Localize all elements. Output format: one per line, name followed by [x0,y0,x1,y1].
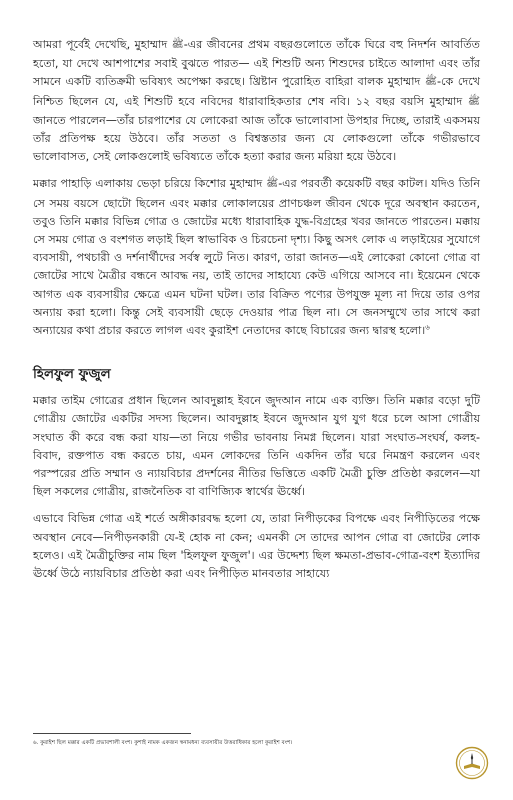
paragraph-2-part-1: মক্কার পাহাড়ি এলাকায় ভেড়া চরিয়ে কিশোর মুহাম্মাদ [33,177,267,191]
page-body [33,36,480,592]
section-heading: হিলফুল ফুজুল [33,366,111,383]
paragraph-2-part-2: -এর পরবর্তী কয়েকটি বছর কাটল। যদিও তিনি সে সময় বয়সে ছোটো ছিলেন এবং মক্কার লোকালয়ের প্রাণচঞ্চল জীবন থেকে দূরে অবস্থান করতেন, তবুও তিনি মক্কার বিভিন্ন গোত্র ও জোটের মধ্যে ধারাবাহিক যুদ্ধ-বিগ্রহের খবর জানতে পারতেন। মক্কায় সে সময় গোত্র ও বংশগত লড়াই ছিল স্বাভাবিক ও চিরচেনা দৃশ্য। কিছু অসৎ লোক এ লড়াইয়ের সুযোগে ব্যবসায়ী, পথচারী ও দর্শনার্থীদের সর্বস্ব লুটে নিত। কারণ, তারা জানত—এই লোকেরা কোনো গোত্র বা জোটের সাথে মৈত্রীর বন্ধনে আবদ্ধ নয়, তাই তাদের সাহায্যে কেউ এগিয়ে আসবে না। ইয়েমেন থেকে আগত এক ব্যবসায়ীর ক্ষেত্রে এমন ঘটনা ঘটল। তার বিক্রিত পণ্যের উপযুক্ত মূল্য না দিয়ে তার ওপর অন্যায় করা হলো। কিন্তু সেই ব্যবসায়ী ছেড়ে দেওয়ার পাত্র ছিল না। সে জনসম্মুখে তার সাথে করা অন্যায়ের কথা প্রচার করতে লাগল এবং কুরাইশ নেতাদের কাছে বিচারের জন্য দ্বারস্থ হলো। [33,177,480,338]
footnote-divider [33,733,191,734]
paragraph-1-part-1: আমরা পূর্বেই দেখেছি, মুহাম্মাদ [33,38,172,51]
paragraph-3: মক্কার তাইম গোত্রের প্রধান ছিলেন আবদুল্লাহ ইবনে জুদআন নামে এক ব্যক্তি। তিনি মক্কার বড়ো দুটি গোত্রীয় জোটের একটির সদস্য ছিলেন। আবদুল্লাহ ইবনে জুদআন যুগ যুগ ধরে চলে আসা গোত্রীয় সংঘাত কী করে বন্ধ করা যায়—তা নিয়ে গভীর ভাবনায় নিমগ্ন ছিলেন। যারা সংঘাত-সংঘর্ষ, কলহ-বিবাদ, রক্তপাত বন্ধ করতে চায়, এমন লোকদের তিনি একদিন তাঁর ঘরে নিমন্ত্রণ করলেন এবং পরস্পরের প্রতি সম্মান ও ন্যায়বিচার প্রদর্শনের নীতির ভিত্তিতে একটি মৈত্রী চুক্তি প্রতিষ্ঠা করলেন—যা ছিল সকলের গোত্রীয়, রাজনৈতিক বা বাণিজ্যিক স্বার্থের ঊর্ধ্বে। [33,394,480,499]
paragraph-1 [33,36,480,166]
salawat-glyph: ﷺ [424,76,437,88]
paragraph-1-part-2: -এর জীবনের প্রথম বছরগুলোতে তাঁকে ঘিরে বহু নিদর্শন আবর্তিত হতো, যা দেখে আশপাশের সবাই বুঝতে পারত— এই শিশুটি অন্য শিশুদের চাইতে আলাদা এবং তাঁর সামনে একটি ব্যতিক্রমী ভবিষ্যৎ অপেক্ষা করছে। খ্রিষ্টান পুরোহিত বাহিরা বালক মুহাম্মাদ [33,38,480,89]
paragraph-4: এভাবে বিভিন্ন গোত্র এই শর্তে অঙ্গীকারবদ্ধ হলো যে, তারা নিপীড়কের বিপক্ষে এবং নিপীড়িতের পক্ষে অবস্থান নেবে—নিপীড়নকারী যে-ই হোক না কেন; এমনকী সে তাদের আপন গোত্র বা জোটের লোক হলেও। এই মৈত্রীচুক্তির নাম ছিল 'হিলফুল ফুজুল'। এর উদ্দেশ্য ছিল ক্ষমতা-প্রভাব-গোত্র-বংশ ইত্যাদির ঊর্ধ্বে উঠে ন্যায়বিচার প্রতিষ্ঠা করা এবং নিপীড়িত মানবতার সাহায্যে [33,512,480,581]
paragraph-1-part-4: জানতে পারলেন—তাঁর চারপাশের যে লোকেরা আজ তাঁকে ভালোবাসা উপহার দিচ্ছে, তারাই একসময় তাঁর প্রতিপক্ষ হয়ে উঠবে। তাঁর সততা ও বিশ্বস্ততার জন্য যে লোকগুলো তাঁকে গভীরভাবে ভালোবাসত, সেই লোকগুলোই ভবিষ্যতে তাঁকে হত্যা করার জন্য মরিয়া হয়ে উঠবে। [33,113,480,164]
salawat-glyph: ﷺ [467,95,480,107]
paragraph-1-part-3: -কে দেখে নিশ্চিত ছিলেন যে, এই শিশুটি হবে নবিদের ধারাবাহিকতার শেষ নবি। ১২ বছর বয়সি মুহাম্মাদ [33,75,481,108]
publisher-emblem-icon [455,746,489,780]
paragraph-2 [33,175,480,340]
footnote-text: ৬. কুরাইশ ছিল মক্কার একটি প্রভাবশালী বংশ। কুশাই নামক একজন স্বনামধন্য ব্যবসায়ীর উত্তরাধিকার হলো কুরাইশ বংশ। [33,740,293,746]
footnote-reference[interactable]: ৬ [425,323,430,332]
salawat-glyph: ﷺ [266,178,279,190]
salawat-glyph: ﷺ [171,39,184,50]
